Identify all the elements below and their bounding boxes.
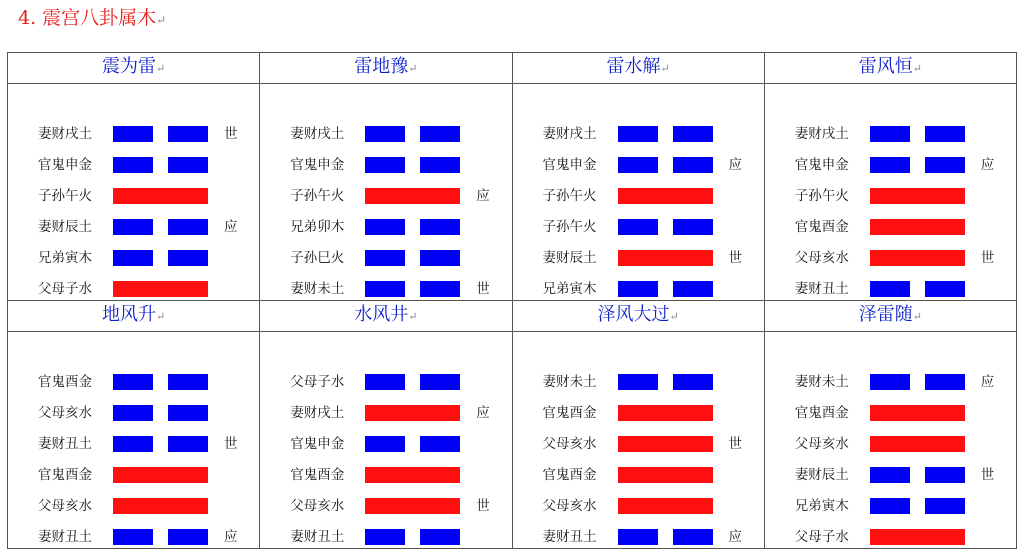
yao-line <box>8 526 259 548</box>
yao-line <box>513 278 764 300</box>
yin-bar-segment <box>168 126 208 142</box>
yao-line <box>260 464 511 486</box>
line-label: 官鬼酉金 <box>542 405 597 421</box>
yao-line <box>765 216 1016 238</box>
yao-line <box>513 526 764 548</box>
line-label: 妻财未土 <box>542 374 597 390</box>
line-marker: 应 <box>224 219 238 235</box>
yin-bar-segment <box>420 374 460 390</box>
line-label: 父母子水 <box>794 529 849 545</box>
line-marker: 应 <box>476 405 490 421</box>
line-label: 官鬼申金 <box>290 157 345 173</box>
line-label: 父母亥水 <box>38 498 92 514</box>
line-label: 官鬼酉金 <box>794 219 849 235</box>
yang-bar <box>618 405 713 421</box>
yao-line <box>8 371 259 393</box>
yin-bar-segment <box>673 219 713 235</box>
yang-bar <box>870 250 965 266</box>
yin-bar-segment <box>870 281 910 297</box>
line-label: 妻财辰土 <box>38 219 92 235</box>
line-label: 妻财未土 <box>794 374 849 390</box>
line-label: 父母子水 <box>38 281 92 297</box>
line-label: 官鬼申金 <box>542 157 597 173</box>
yao-line <box>513 216 764 238</box>
hexagram-cell <box>8 84 259 300</box>
section-heading: 4. 震宫八卦属木↵ <box>18 7 167 29</box>
yao-line <box>765 526 1016 548</box>
yao-line <box>260 154 511 176</box>
yin-bar-segment <box>168 529 208 545</box>
line-label: 妻财戌土 <box>290 405 345 421</box>
yang-bar <box>870 219 965 235</box>
yang-bar <box>870 529 965 545</box>
yao-line <box>260 371 511 393</box>
yin-bar-segment <box>673 157 713 173</box>
hexagram-cell <box>513 84 764 300</box>
hexagram-title: 水风井↵ <box>260 301 512 332</box>
line-marker: 应 <box>980 374 995 390</box>
line-marker: 世 <box>476 498 490 514</box>
line-label: 妻财辰土 <box>794 467 849 483</box>
yin-bar-segment <box>113 219 153 235</box>
line-marker: 应 <box>728 529 742 545</box>
yin-bar-segment <box>925 467 965 483</box>
yang-bar <box>870 188 965 204</box>
line-label: 子孙午火 <box>290 188 345 204</box>
yin-bar-segment <box>925 126 965 142</box>
line-label: 父母子水 <box>290 374 345 390</box>
yin-bar-segment <box>618 126 658 142</box>
line-label: 官鬼申金 <box>38 157 92 173</box>
yao-line <box>513 123 764 145</box>
yin-bar-segment <box>113 405 153 421</box>
yin-bar-segment <box>365 219 405 235</box>
title-row <box>8 53 1017 84</box>
body-row <box>8 332 1017 549</box>
line-label: 妻财丑土 <box>38 436 92 452</box>
yin-bar-segment <box>420 529 460 545</box>
line-label: 子孙午火 <box>542 188 597 204</box>
yin-bar-segment <box>673 281 713 297</box>
line-label: 父母亥水 <box>794 250 849 266</box>
line-label: 父母亥水 <box>542 436 597 452</box>
line-label: 子孙午火 <box>794 188 849 204</box>
hexagram-cell <box>8 332 259 548</box>
yin-bar-segment <box>365 281 405 297</box>
title-row <box>8 301 1017 332</box>
line-marker: 世 <box>728 250 742 266</box>
line-label: 官鬼酉金 <box>38 374 92 390</box>
yin-bar-segment <box>365 126 405 142</box>
hexagram-title: 震为雷↵ <box>8 53 260 84</box>
yao-line <box>260 216 511 238</box>
line-label: 兄弟寅木 <box>542 281 597 297</box>
line-marker: 应 <box>224 529 238 545</box>
line-marker: 应 <box>476 188 490 204</box>
yin-bar-segment <box>870 126 910 142</box>
yao-line <box>260 495 511 517</box>
hexagram-title: 雷水解↵ <box>512 53 764 84</box>
hexagram-cell <box>260 84 511 300</box>
yao-line <box>513 247 764 269</box>
yao-line <box>260 402 511 424</box>
yin-bar-segment <box>420 436 460 452</box>
yin-bar-segment <box>420 126 460 142</box>
yao-line <box>765 154 1016 176</box>
yao-line <box>260 278 511 300</box>
yin-bar-segment <box>168 157 208 173</box>
hexagram-title: 泽雷随↵ <box>764 301 1016 332</box>
line-label: 妻财丑土 <box>794 281 849 297</box>
line-label: 子孙午火 <box>542 219 597 235</box>
yao-line <box>8 433 259 455</box>
yao-line <box>765 433 1016 455</box>
paragraph-mark: ↵ <box>156 13 167 27</box>
yang-bar <box>618 250 713 266</box>
line-label: 兄弟卯木 <box>290 219 345 235</box>
yin-bar-segment <box>618 374 658 390</box>
line-label: 妻财未土 <box>290 281 345 297</box>
yao-line <box>260 185 511 207</box>
yao-line <box>765 278 1016 300</box>
yin-bar-segment <box>168 250 208 266</box>
line-label: 妻财丑土 <box>38 529 92 545</box>
yao-line <box>513 402 764 424</box>
hexagram-title: 雷地豫↵ <box>260 53 512 84</box>
line-marker: 世 <box>980 467 995 483</box>
line-marker: 世 <box>224 436 238 452</box>
hexagram-cell <box>765 84 1016 300</box>
yin-bar-segment <box>420 281 460 297</box>
yin-bar-segment <box>925 157 965 173</box>
yao-line <box>260 123 511 145</box>
line-label: 官鬼酉金 <box>542 467 597 483</box>
yao-line <box>8 464 259 486</box>
line-label: 妻财丑土 <box>542 529 597 545</box>
yin-bar-segment <box>365 157 405 173</box>
yao-line <box>260 247 511 269</box>
yao-line <box>513 495 764 517</box>
yin-bar-segment <box>618 157 658 173</box>
yin-bar-segment <box>168 405 208 421</box>
yang-bar <box>113 498 208 514</box>
line-marker: 世 <box>728 436 742 452</box>
line-marker: 世 <box>980 250 995 266</box>
yao-line <box>8 123 259 145</box>
yao-line <box>513 464 764 486</box>
yin-bar-segment <box>365 250 405 266</box>
yang-bar <box>618 498 713 514</box>
hexagram-title: 泽风大过↵ <box>512 301 764 332</box>
yao-line <box>260 526 511 548</box>
yao-line <box>513 433 764 455</box>
yao-line <box>8 247 259 269</box>
yin-bar-segment <box>365 374 405 390</box>
line-label: 官鬼申金 <box>290 436 345 452</box>
yin-bar-segment <box>925 374 965 390</box>
yao-line <box>765 495 1016 517</box>
yang-bar <box>618 188 713 204</box>
line-label: 官鬼酉金 <box>290 467 345 483</box>
line-label: 子孙巳火 <box>290 250 345 266</box>
yao-line <box>765 185 1016 207</box>
yin-bar-segment <box>420 219 460 235</box>
yin-bar-segment <box>113 126 153 142</box>
line-marker: 世 <box>476 281 490 297</box>
line-label: 官鬼酉金 <box>38 467 92 483</box>
yin-bar-segment <box>870 467 910 483</box>
hexagram-cell <box>260 332 511 548</box>
yang-bar <box>870 405 965 421</box>
yang-bar <box>365 188 460 204</box>
yin-bar-segment <box>168 374 208 390</box>
yao-line <box>765 371 1016 393</box>
line-label: 兄弟寅木 <box>38 250 92 266</box>
line-label: 父母亥水 <box>290 498 345 514</box>
yao-line <box>8 278 259 300</box>
yao-line <box>513 154 764 176</box>
line-label: 父母亥水 <box>38 405 92 421</box>
yin-bar-segment <box>420 250 460 266</box>
yao-line <box>8 154 259 176</box>
yin-bar-segment <box>113 436 153 452</box>
hexagram-title: 雷风恒↵ <box>764 53 1016 84</box>
yin-bar-segment <box>618 529 658 545</box>
line-marker: 应 <box>980 157 995 173</box>
yang-bar <box>618 436 713 452</box>
yin-bar-segment <box>168 219 208 235</box>
yin-bar-segment <box>113 157 153 173</box>
yin-bar-segment <box>113 374 153 390</box>
yao-line <box>765 123 1016 145</box>
line-label: 子孙午火 <box>38 188 92 204</box>
yin-bar-segment <box>870 374 910 390</box>
yang-bar <box>113 467 208 483</box>
yin-bar-segment <box>870 157 910 173</box>
hexagram-cell <box>513 332 764 548</box>
yin-bar-segment <box>420 157 460 173</box>
body-row <box>8 84 1017 301</box>
yin-bar-segment <box>673 529 713 545</box>
yang-bar <box>870 436 965 452</box>
yao-line <box>765 402 1016 424</box>
line-label: 妻财戌土 <box>38 126 92 142</box>
line-marker: 应 <box>728 157 742 173</box>
yin-bar-segment <box>365 529 405 545</box>
yin-bar-segment <box>870 498 910 514</box>
yang-bar <box>618 467 713 483</box>
yao-line <box>513 185 764 207</box>
yin-bar-segment <box>925 281 965 297</box>
yang-bar <box>365 498 460 514</box>
line-label: 妻财戌土 <box>542 126 597 142</box>
yin-bar-segment <box>113 529 153 545</box>
line-marker: 世 <box>224 126 238 142</box>
yin-bar-segment <box>618 219 658 235</box>
yin-bar-segment <box>618 281 658 297</box>
yang-bar <box>113 188 208 204</box>
yang-bar <box>113 281 208 297</box>
yao-line <box>8 402 259 424</box>
line-label: 兄弟寅木 <box>794 498 849 514</box>
hexagram-cell <box>765 332 1016 548</box>
yang-bar <box>365 467 460 483</box>
yin-bar-segment <box>113 250 153 266</box>
line-label: 妻财辰土 <box>542 250 597 266</box>
yin-bar-segment <box>673 126 713 142</box>
yin-bar-segment <box>365 436 405 452</box>
line-label: 官鬼申金 <box>794 157 849 173</box>
yin-bar-segment <box>673 374 713 390</box>
yao-line <box>8 495 259 517</box>
hexagram-table <box>7 52 1017 549</box>
yin-bar-segment <box>925 498 965 514</box>
line-label: 妻财丑土 <box>290 529 345 545</box>
line-label: 父母亥水 <box>542 498 597 514</box>
yao-line <box>8 216 259 238</box>
line-label: 妻财戌土 <box>290 126 345 142</box>
yao-line <box>513 371 764 393</box>
yao-line <box>765 464 1016 486</box>
yao-line <box>260 433 511 455</box>
line-label: 父母亥水 <box>794 436 849 452</box>
line-label: 官鬼酉金 <box>794 405 849 421</box>
yao-line <box>765 247 1016 269</box>
yao-line <box>8 185 259 207</box>
hexagram-title: 地风升↵ <box>8 301 260 332</box>
yin-bar-segment <box>168 436 208 452</box>
line-label: 妻财戌土 <box>794 126 849 142</box>
yang-bar <box>365 405 460 421</box>
